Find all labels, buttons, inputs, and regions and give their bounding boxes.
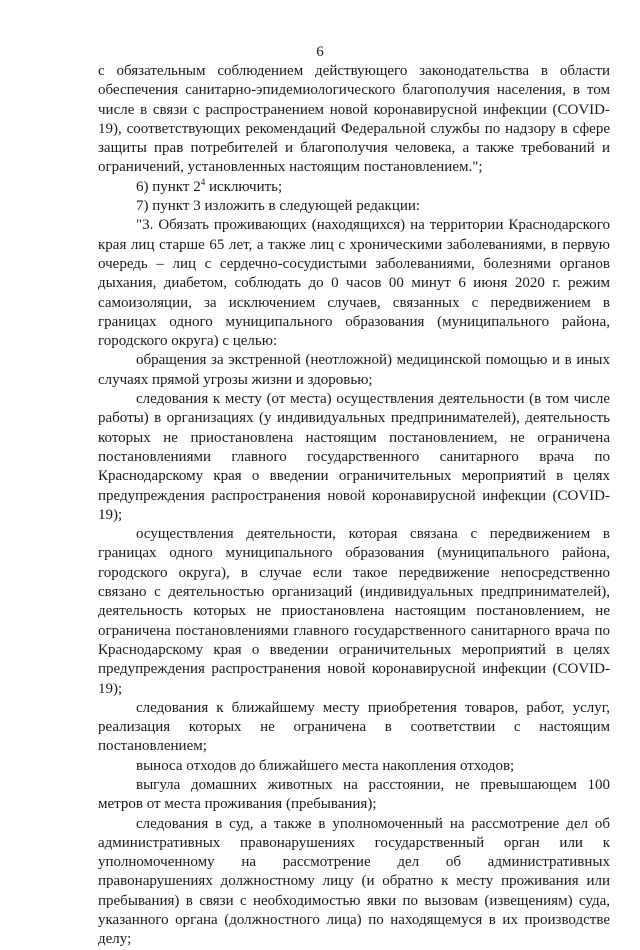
- paragraph-shopping: следования к ближайшему месту приобретения товаров, работ, услуг, реализация которых не ограничена в соответствии с настоящим постановлением;: [98, 699, 610, 755]
- paragraph-clause-3: "3. Обязать проживающих (находящихся) на территории Краснодарского края лиц старше 65 лет, а также лиц с хроническими заболеваниями, в первую очередь – лиц с сердечно-сосудистыми заболеваниями, болезнями органов дыхания, диабетом, соблюдать до 0 часов 00 минут 6 июня 2020 г. режим самоизоляции, за исключением случаев, связанных с передвижением в границах одного муниципального образования (муниципального района, городского округа) с целью:: [98, 217, 610, 350]
- item-6-superscript: 4: [200, 176, 206, 187]
- item-6-before: 6) пункт 2: [136, 178, 201, 195]
- paragraph-item-6: [98, 178, 610, 197]
- paragraph-pets: выгула домашних животных на расстоянии, не превышающем 100 метров от места проживания (пребывания);: [98, 776, 610, 813]
- page-number: 6: [316, 44, 324, 60]
- paragraph-medical-help: обращения за экстренной (неотложной) медицинской помощью и в иных случаях прямой угрозы жизни и здоровью;: [98, 352, 610, 388]
- document-body: [98, 62, 610, 950]
- paragraph-work-commute: следования к месту (от места) осуществления деятельности (в том числе работы) в организациях (у индивидуальных предпринимателей), деятельность которых не приостановлена настоящим постановлением, не ограничена постановлениями главного государственного санитарного врача по Краснодарскому края о введении ограничительных мероприятий в целях предупреждения распространения новой коронавирусной инфекции (COVID-19);: [98, 391, 610, 523]
- paragraph-continuation: с обязательным соблюдением действующего законодательства в области обеспечения санитарно-эпидемиологического благополучия населения, в том числе в связи с распространением новой коронавирусной инфекции (COVID-19), соответствующих рекомендаций Федеральной службы по надзору в сфере защиты прав потребителей и благополучия человека, а также требований и ограничений, установленных настоящим постановлением.";: [98, 63, 610, 176]
- item-6-after: исключить;: [205, 178, 283, 195]
- paragraph-waste: выноса отходов до ближайшего места накопления отходов;: [136, 757, 515, 774]
- paragraph-court: следования в суд, а также в уполномоченный на рассмотрение дел об административных правонарушениях государственный орган или к уполномоченному на рассмотрение дел об административных правонарушениях должностному лицу (и обратно к месту проживания или пребывания) в связи с необходимостью явки по вызовам (извещениям) суда, указанного органа (должностного лица) по находящемуся в их производстве делу;: [98, 815, 610, 948]
- paragraph-work-travel: осуществления деятельности, которая связана с передвижением в границах одного муниципального образования (муниципального района, городского округа), в случае если такое передвижение непосредственно связано с деятельностью организаций (индивидуальных предпринимателей), деятельность которых не приостановлена настоящим постановлением, не ограничена постановлениями главного государственного санитарного врача по Краснодарскому края о введении ограничительных мероприятий в целях предупреждения распространения новой коронавирусной инфекции (COVID-19);: [98, 526, 610, 697]
- paragraph-item-7: 7) пункт 3 изложить в следующей редакции:: [136, 198, 421, 215]
